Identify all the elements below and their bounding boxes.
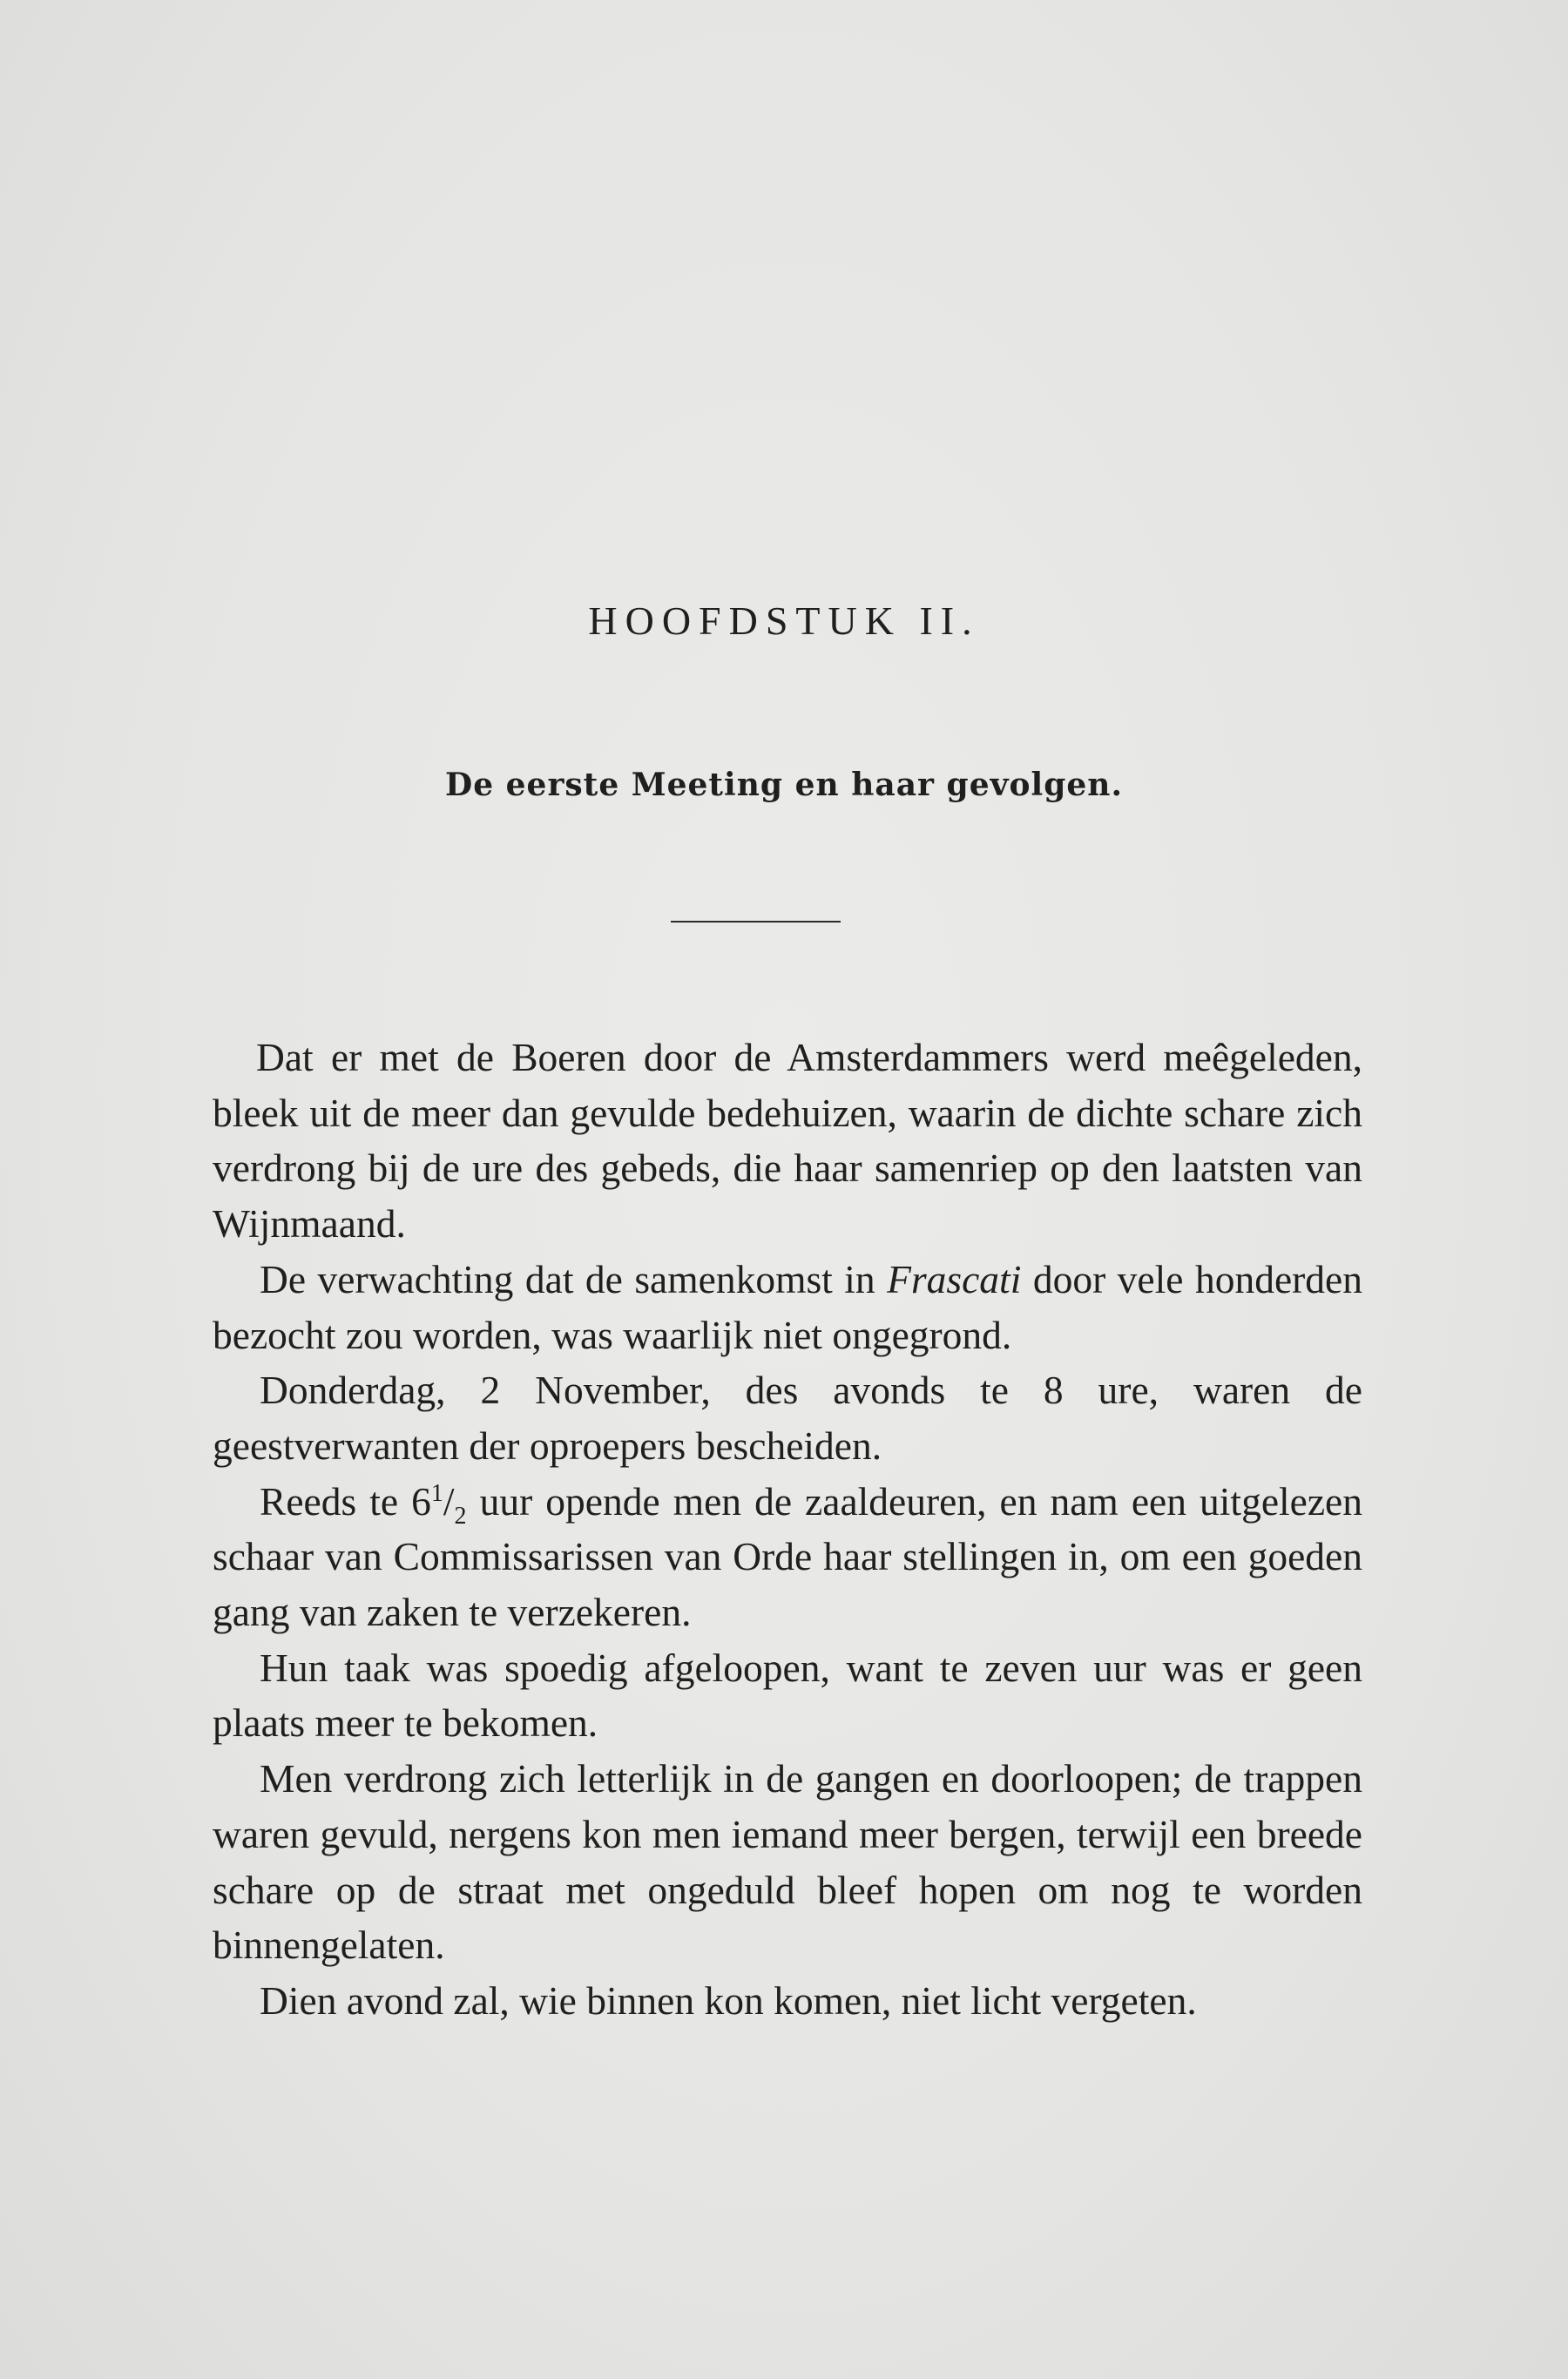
paragraph-2 (213, 1252, 1362, 1362)
paragraph-4-text-start: Reeds te 6 (260, 1478, 431, 1524)
paragraph-3: Donderdag, 2 November, des avonds te 8 ure, waren de geestverwanten der oproepers bescheiden. (213, 1368, 1362, 1468)
separator-rule (671, 921, 841, 923)
fraction-numerator: 1 (430, 1479, 443, 1507)
paragraph-2-italic-frascati: Frascati (887, 1256, 1022, 1301)
fraction-denominator: 2 (454, 1502, 467, 1530)
body-text (213, 1030, 1362, 2029)
paragraph-2-text-start: De verwachting dat de samenkomst in (260, 1256, 888, 1301)
paragraph-7: Dien avond zal, wie binnen kon komen, niet licht vergeten. (260, 1977, 1197, 2023)
paragraph-4 (213, 1474, 1362, 1640)
paragraph-4-text-end: uur opende men de zaaldeuren, en nam een uitgelezen schaar van Commissarissen van Orde haar stellingen in, om een goeden gang van zaken te verzekeren. (213, 1478, 1362, 1635)
chapter-heading: HOOFDSTUK II. (588, 598, 980, 643)
paragraph-6: Men verdrong zich letterlijk in de gangen en doorloopen; de trappen waren gevuld, nergens kon men iemand meer bergen, terwijl een breede schare op de straat met ongeduld bleef hopen om nog te worden binnengelaten. (213, 1756, 1362, 1968)
fraction-slash: / (443, 1478, 455, 1524)
paragraph-2-text-end: door vele honderden bezocht zou worden, was waarlijk niet ongegrond. (213, 1256, 1362, 1357)
paragraph-5: Hun taak was spoedig afgeloopen, want te zeven uur was er geen plaats meer te bekomen. (213, 1645, 1362, 1746)
paragraph-1: Dat er met de Boeren door de Amsterdammers werd meêgeleden, bleek uit de meer dan gevulde bedehuizen, waarin de dichte schare zich verdrong bij de ure des gebeds, die haar samenriep op den laatsten van Wijnmaand. (213, 1035, 1362, 1247)
chapter-subtitle: De eerste Meeting en haar gevolgen. (444, 767, 1123, 803)
